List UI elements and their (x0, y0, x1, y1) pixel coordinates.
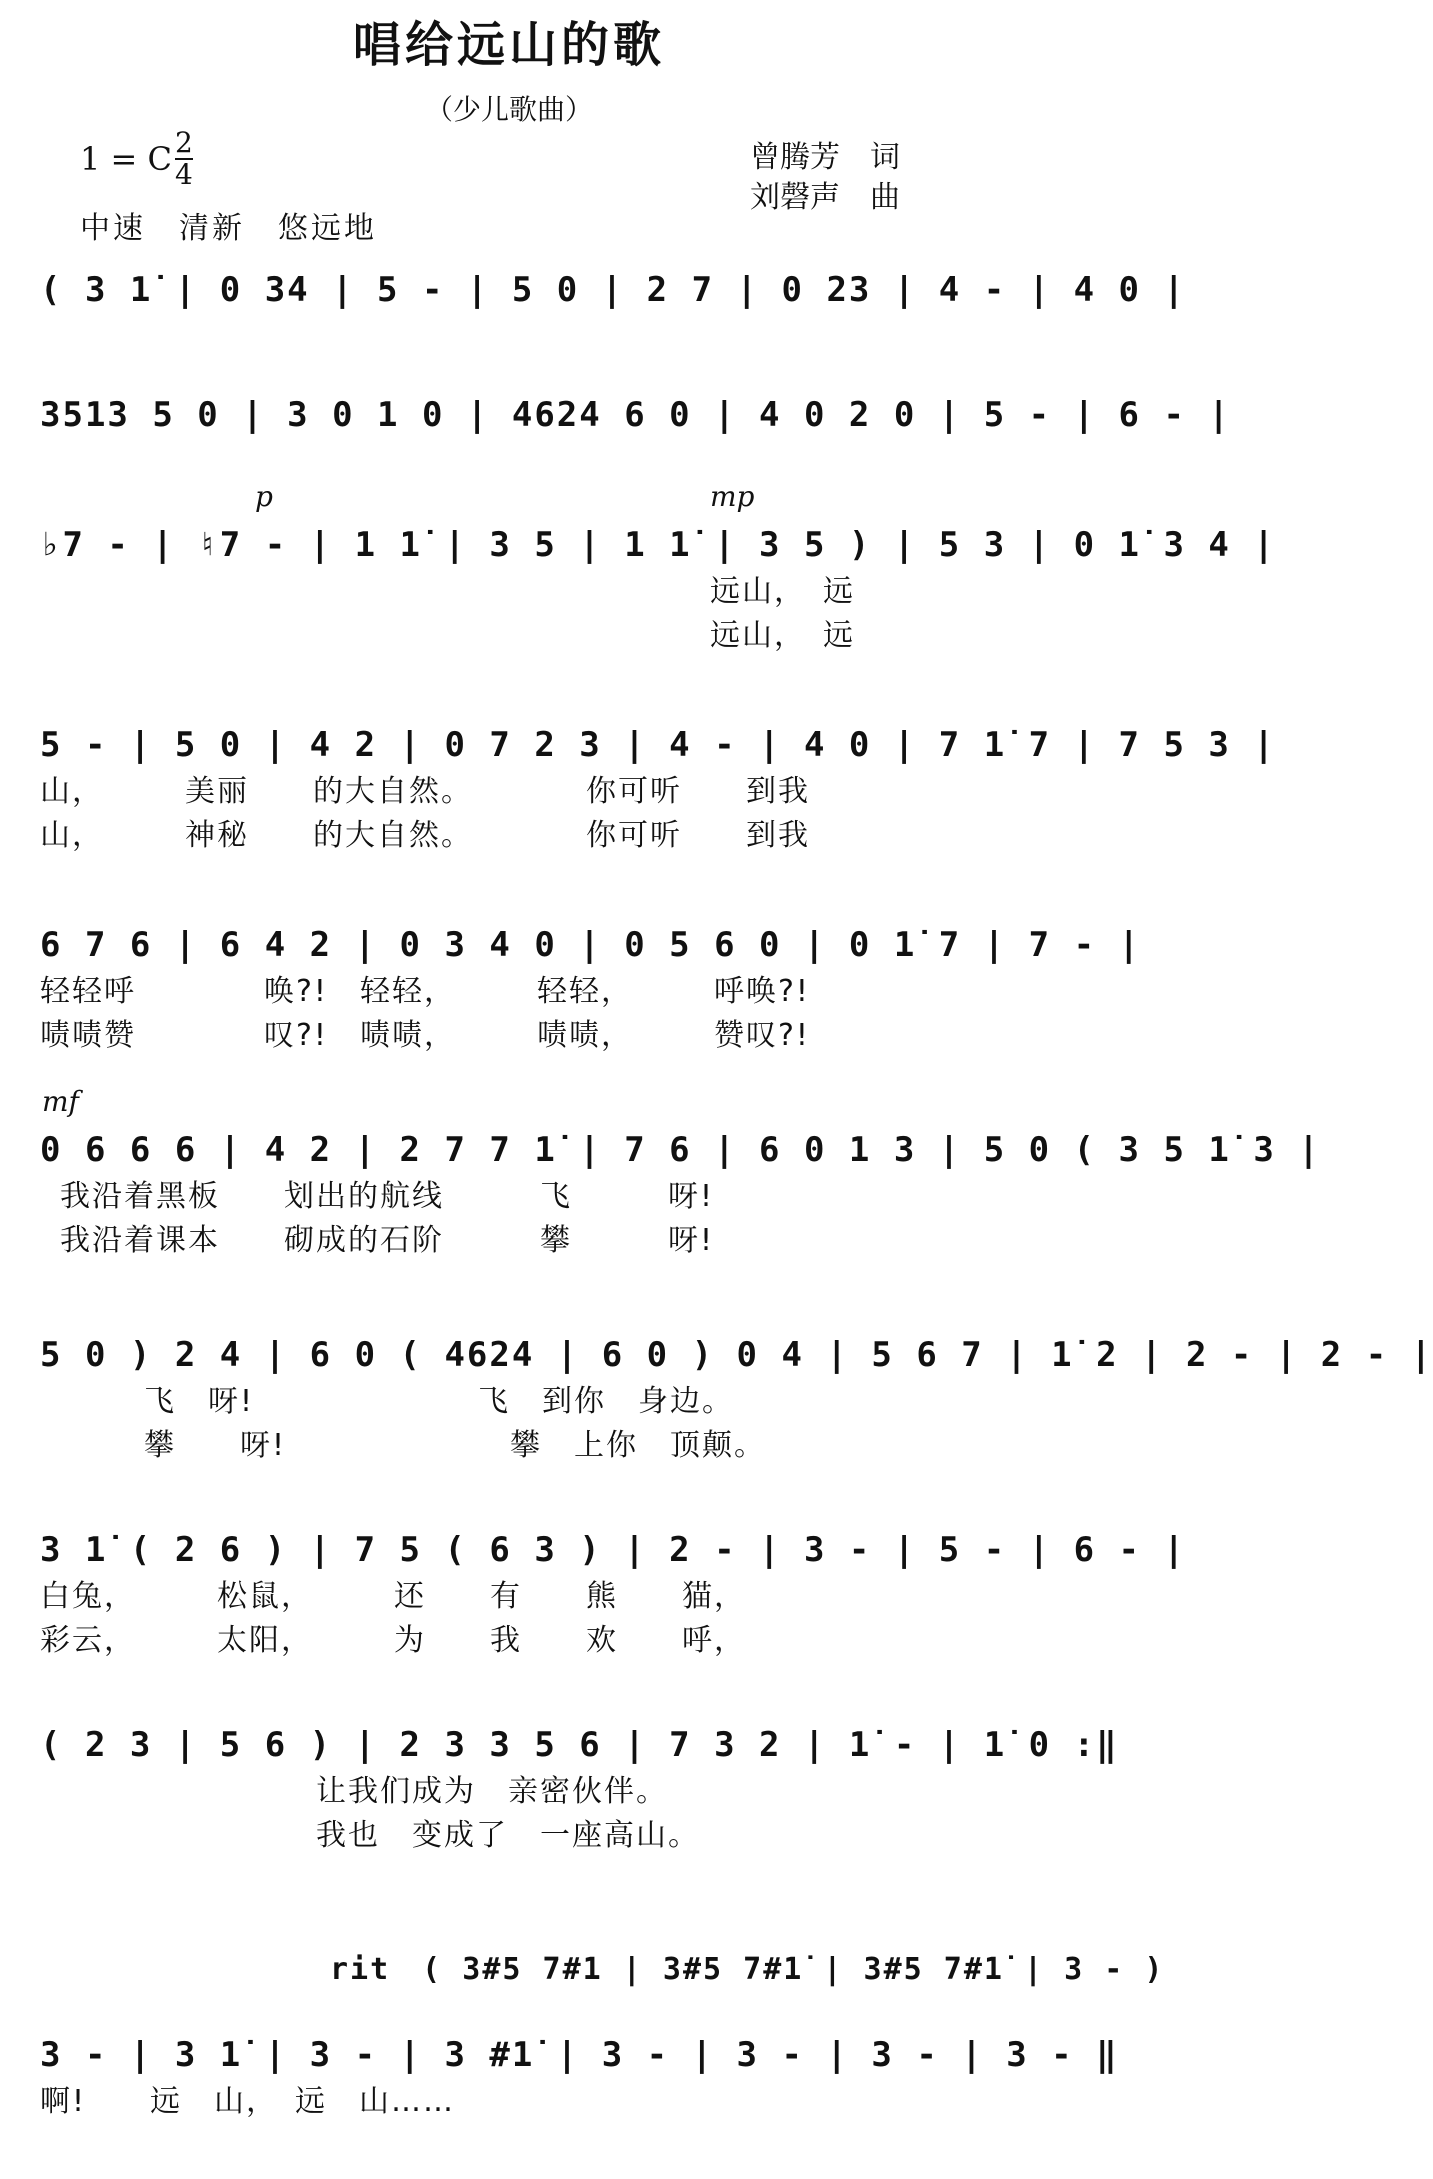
notes: 3 1̇ ( 2 6 ) | 7 5 ( 6 3 ) | 2 - | 3 - | 5 - | 6 - | (40, 1530, 1186, 1570)
lyric-verse-1: 我沿着黑板 划出的航线 飞 呀! (60, 1179, 715, 1214)
dynamic-mp: mp (710, 480, 755, 513)
lyric-verse-1: 让我们成为 亲密伙伴。 (60, 1774, 668, 1809)
time-sig-bottom: 4 (175, 158, 193, 191)
song-title: 唱给远山的歌 (352, 17, 665, 73)
lyric-verse-1: 远山， 远 (710, 574, 855, 609)
notes: ( 2 3 | 5 6 ) | 2 3 3 5 6 | 7 3 2 | 1̇ - | 1̇ 0 :‖ (40, 1725, 1119, 1765)
time-signature (175, 128, 193, 190)
credits (750, 138, 900, 218)
lyric-verse-1: 白兔， 松鼠， 还 有 熊 猫， (40, 1579, 746, 1614)
lyric-verse-2: 我也 变成了 一座高山。 (60, 1818, 700, 1853)
lyric-verse-2: 啧啧赞 叹?! 啧啧， 啧啧， 赞叹?! (40, 1018, 810, 1053)
notes: ( 3 1̇ | 0 34 | 5 - | 5 0 | 2 7 | 0 23 | 4 - | 4 0 | (40, 270, 1186, 310)
composer: 刘磬声 曲 (750, 180, 900, 215)
notes: 3 - | 3 1̇ | 3 - | 3 #1̇ | 3 - | 3 - | 3 - | 3 - ‖ (40, 2035, 1119, 2075)
time-sig-top: 2 (175, 126, 193, 159)
lyric-verse-1: 啊! 远 山， 远 山…… (40, 2084, 456, 2119)
notes: ♭7 - | ♮7 - | 1 1̇ | 3 5 | 1 1̇ | 3 5 ) | 5 3 | 0 1̇ 3 4 | (40, 525, 1276, 565)
lyric-verse-1: 山， 美丽 的大自然。 你可听 到我 (40, 774, 810, 809)
system-10 (330, 1945, 1165, 1995)
lyric-verse-1: 轻轻呼 唤?! 轻轻， 轻轻， 呼唤?! (40, 974, 810, 1009)
lyric-verse-1: 飞 呀! 飞 到你 身边。 (80, 1384, 735, 1419)
lyric-verse-2: 我沿着课本 砌成的石阶 攀 呀! (60, 1223, 715, 1258)
lyric-verse-2: 攀 呀! 攀 上你 顶颠。 (80, 1428, 767, 1463)
lyric-verse-2: 山， 神秘 的大自然。 你可听 到我 (40, 818, 810, 853)
system-8 (40, 1525, 1186, 1663)
system-4 (40, 720, 1276, 858)
notes: 6 7 6 | 6 4 2 | 0 3 4 0 | 0 5 6 0 | 0 1̇ 7 | 7 - | (40, 925, 1142, 965)
lyricist: 曾腾芳 词 (750, 140, 900, 175)
lyric-verse-2: 远山， 远 (710, 618, 855, 653)
system-9 (40, 1720, 1119, 1858)
system-5 (40, 920, 1142, 1058)
system-6 (40, 1125, 1321, 1263)
dynamic-p: p (255, 480, 273, 513)
notes: rit ( 3#5 7#1 | 3#5 7#1̇ | 3#5 7#1̇ | 3 - ) (330, 1952, 1165, 1987)
notes: 5 - | 5 0 | 4 2 | 0 7 2 3 | 4 - | 4 0 | 7 1̇ 7 | 7 5 3 | (40, 725, 1276, 765)
system-7 (40, 1330, 1433, 1468)
lyric-verse-2: 彩云， 太阳， 为 我 欢 呼， (40, 1623, 746, 1658)
system-1 (40, 265, 1186, 315)
tempo-marking: 中速 清新 悠远地 (80, 211, 377, 246)
system-3 (40, 520, 1276, 658)
notes: 3513 5 0 | 3 0 1 0 | 4624 6 0 | 4 0 2 0 | 5 - | 6 - | (40, 395, 1231, 435)
notes: 5 0 ) 2 4 | 6 0 ( 4624 | 6 0 ) 0 4 | 5 6 7 | 1̇ 2 | 2 - | 2 - | (40, 1335, 1433, 1375)
system-2 (40, 390, 1231, 440)
dynamic-mf: mf (42, 1085, 79, 1118)
notes: 0 6 6 6 | 4 2 | 2 7 7 1̇ | 7 6 | 6 0 1 3 | 5 0 ( 3 5 1̇ 3 | (40, 1130, 1321, 1170)
key-signature: 1 = C (80, 140, 172, 178)
system-11 (40, 2030, 1119, 2124)
song-subtitle: （少儿歌曲） (424, 93, 593, 126)
